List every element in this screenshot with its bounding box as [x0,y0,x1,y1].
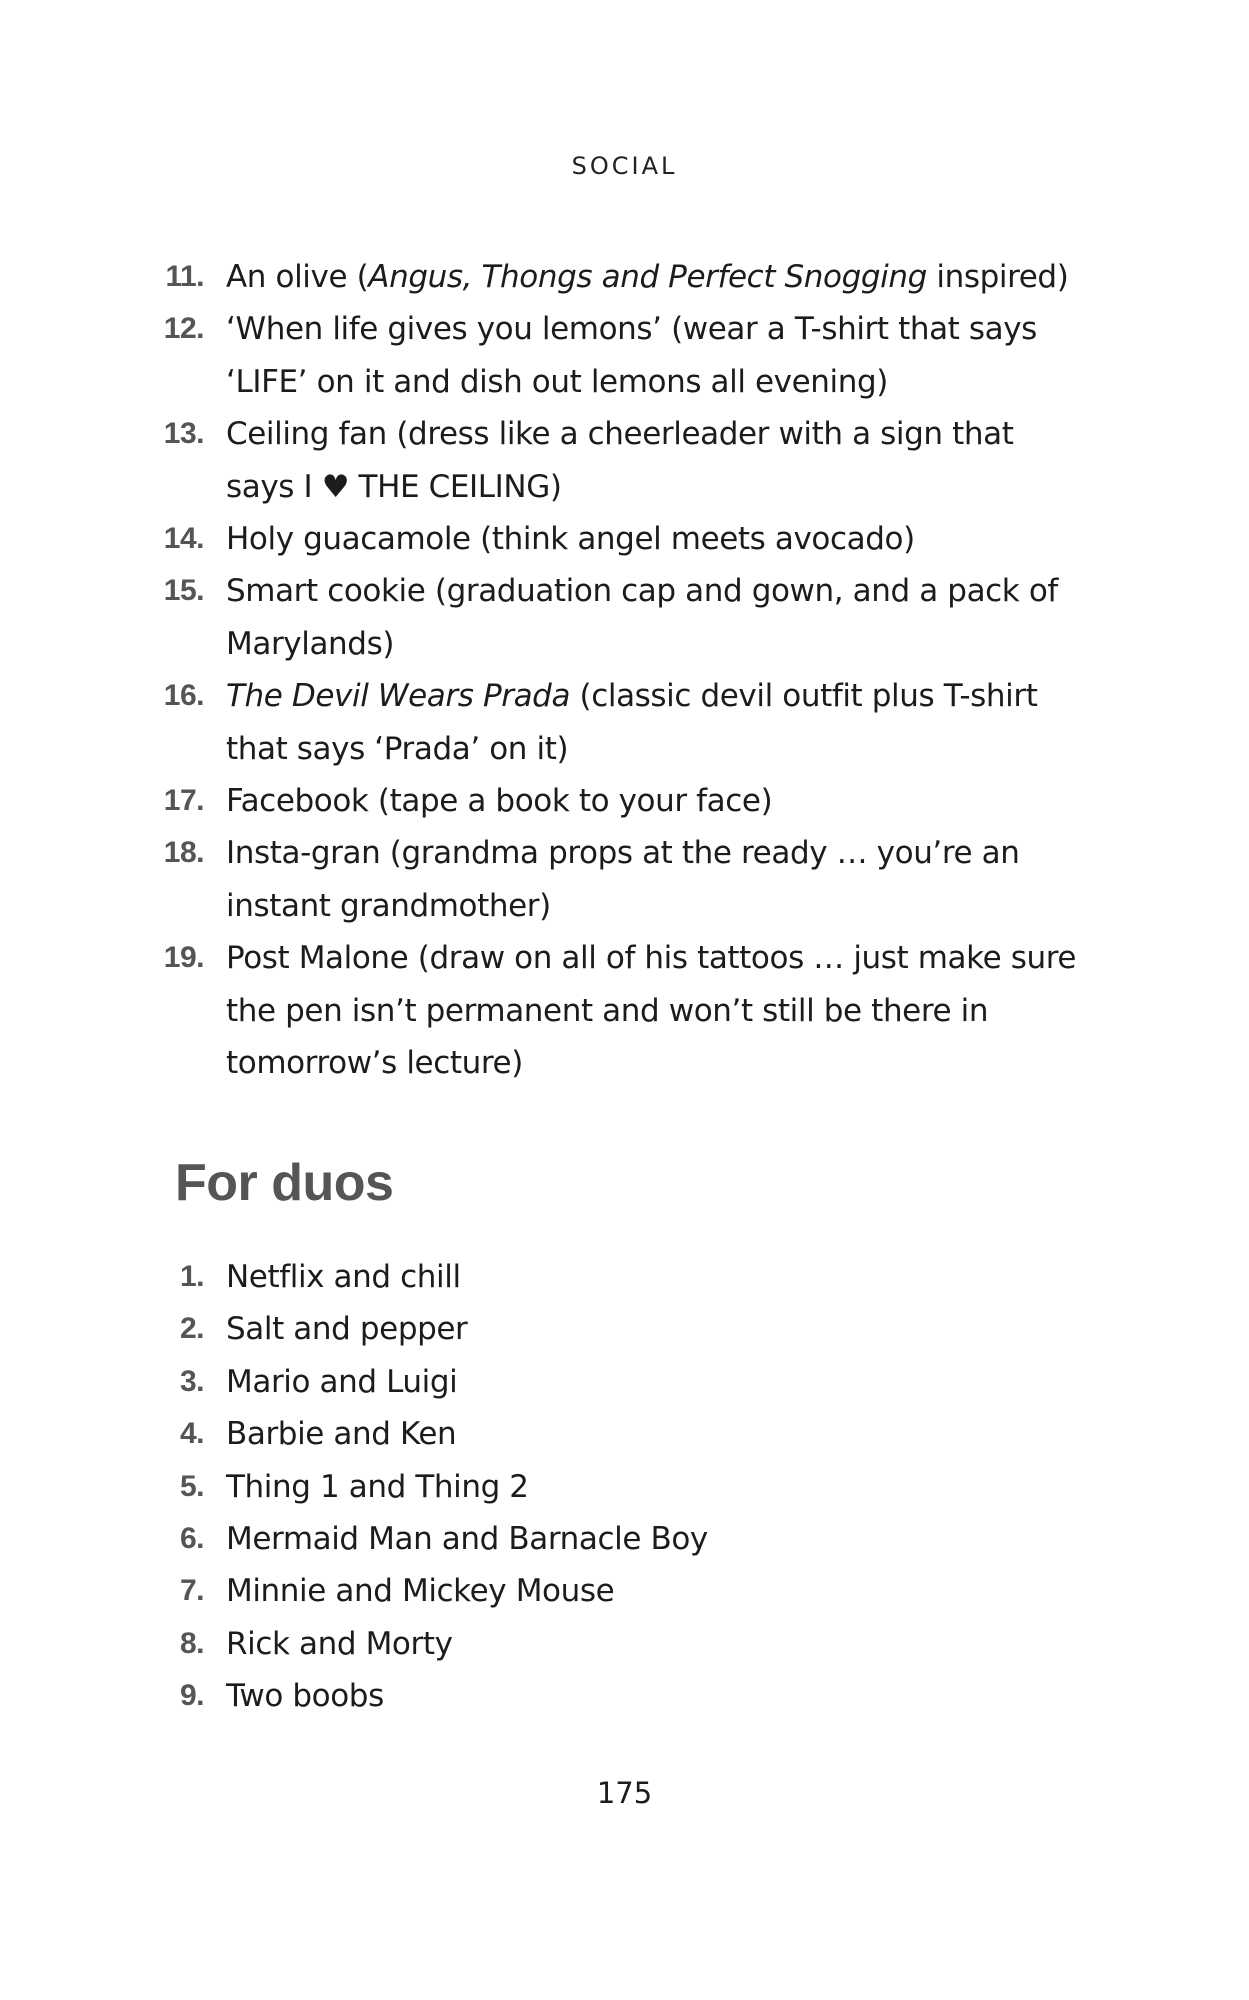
duos-list [0,1251,1249,1723]
list-item-number: 13. [163,417,204,451]
list-item-text: An olive (Angus, Thongs and Perfect Snogging inspired) [226,259,1069,295]
book-title: Angus, Thongs and Perfect Snogging [368,259,927,295]
list-item-number: 11. [165,260,204,293]
list-item-number: 1. [179,1260,204,1293]
list-item-text: Smart cookie (graduation cap and gown, and a pack of Marylands) [226,573,1058,662]
list-item-number: 5. [179,1469,204,1503]
list-item [0,513,1249,565]
list-item-text: Rick and Morty [226,1625,453,1662]
list-item-text: Minnie and Mickey Mouse [226,1573,615,1610]
list-item [0,932,1249,1089]
list-item [0,303,1249,408]
list-item-number: 9. [179,1679,204,1713]
list-item [0,1356,1249,1408]
list-item-text: Barbie and Ken [226,1416,457,1453]
list-item [0,565,1249,670]
list-item [0,1408,1249,1460]
list-item-text: Mermaid Man and Barnacle Boy [226,1521,708,1558]
list-item [0,1565,1249,1617]
list-item-text: Netflix and chill [226,1259,461,1295]
list-item [0,1618,1249,1670]
list-item-number: 2. [179,1312,204,1346]
list-item-text: Post Malone (draw on all of his tattoos … just make sure the pen isn’t permanent and won’t still be there in tomorrow’s lecture) [226,940,1077,1082]
list-item [0,1303,1249,1355]
list-item-text: Holy guacamole (think angel meets avocado) [226,521,915,558]
list-item-number: 3. [179,1364,204,1398]
costume-list-continued [0,251,1249,1090]
list-item [0,251,1249,303]
running-head: SOCIAL [571,152,678,180]
section-heading: For duos [175,1154,394,1212]
list-item [0,775,1249,827]
list-item [0,670,1249,775]
list-item [0,1670,1249,1722]
list-item [0,1513,1249,1565]
film-title: The Devil Wears Prada [226,678,571,715]
list-item-number: 17. [163,784,204,818]
page-number: 175 [596,1776,653,1810]
list-item-number: 18. [163,836,204,870]
list-item-text: Salt and pepper [226,1311,468,1348]
list-item-number: 8. [179,1626,204,1660]
list-item-text: ‘When life gives you lemons’ (wear a T-shirt that says ‘LIFE’ on it and dish out lemons all evening) [226,311,1037,400]
list-item-number: 19. [163,941,204,975]
list-item-text: Insta-gran (grandma props at the ready … you’re an instant grandmother) [226,835,1020,924]
list-item-number: 6. [179,1522,204,1556]
list-item-number: 15. [163,574,204,608]
list-item-text: The Devil Wears Prada (classic devil outfit plus T-shirt that says ‘Prada’ on it) [226,678,1038,767]
list-item-text: Ceiling fan (dress like a cheerleader with a sign that says I ♥ THE CEILING) [226,416,1014,505]
list-item-number: 16. [163,679,204,713]
list-item-number: 12. [163,312,204,346]
list-item [0,827,1249,932]
list-item-number: 14. [163,522,204,556]
list-item-text: Two boobs [226,1678,384,1715]
list-item [0,1251,1249,1303]
list-item-text: Mario and Luigi [226,1363,458,1400]
list-item-text: Facebook (tape a book to your face) [226,783,773,820]
list-item-number: 7. [179,1574,204,1608]
list-item-text: Thing 1 and Thing 2 [226,1468,529,1505]
list-item [0,408,1249,513]
list-item [0,1461,1249,1513]
list-item-number: 4. [179,1417,204,1451]
